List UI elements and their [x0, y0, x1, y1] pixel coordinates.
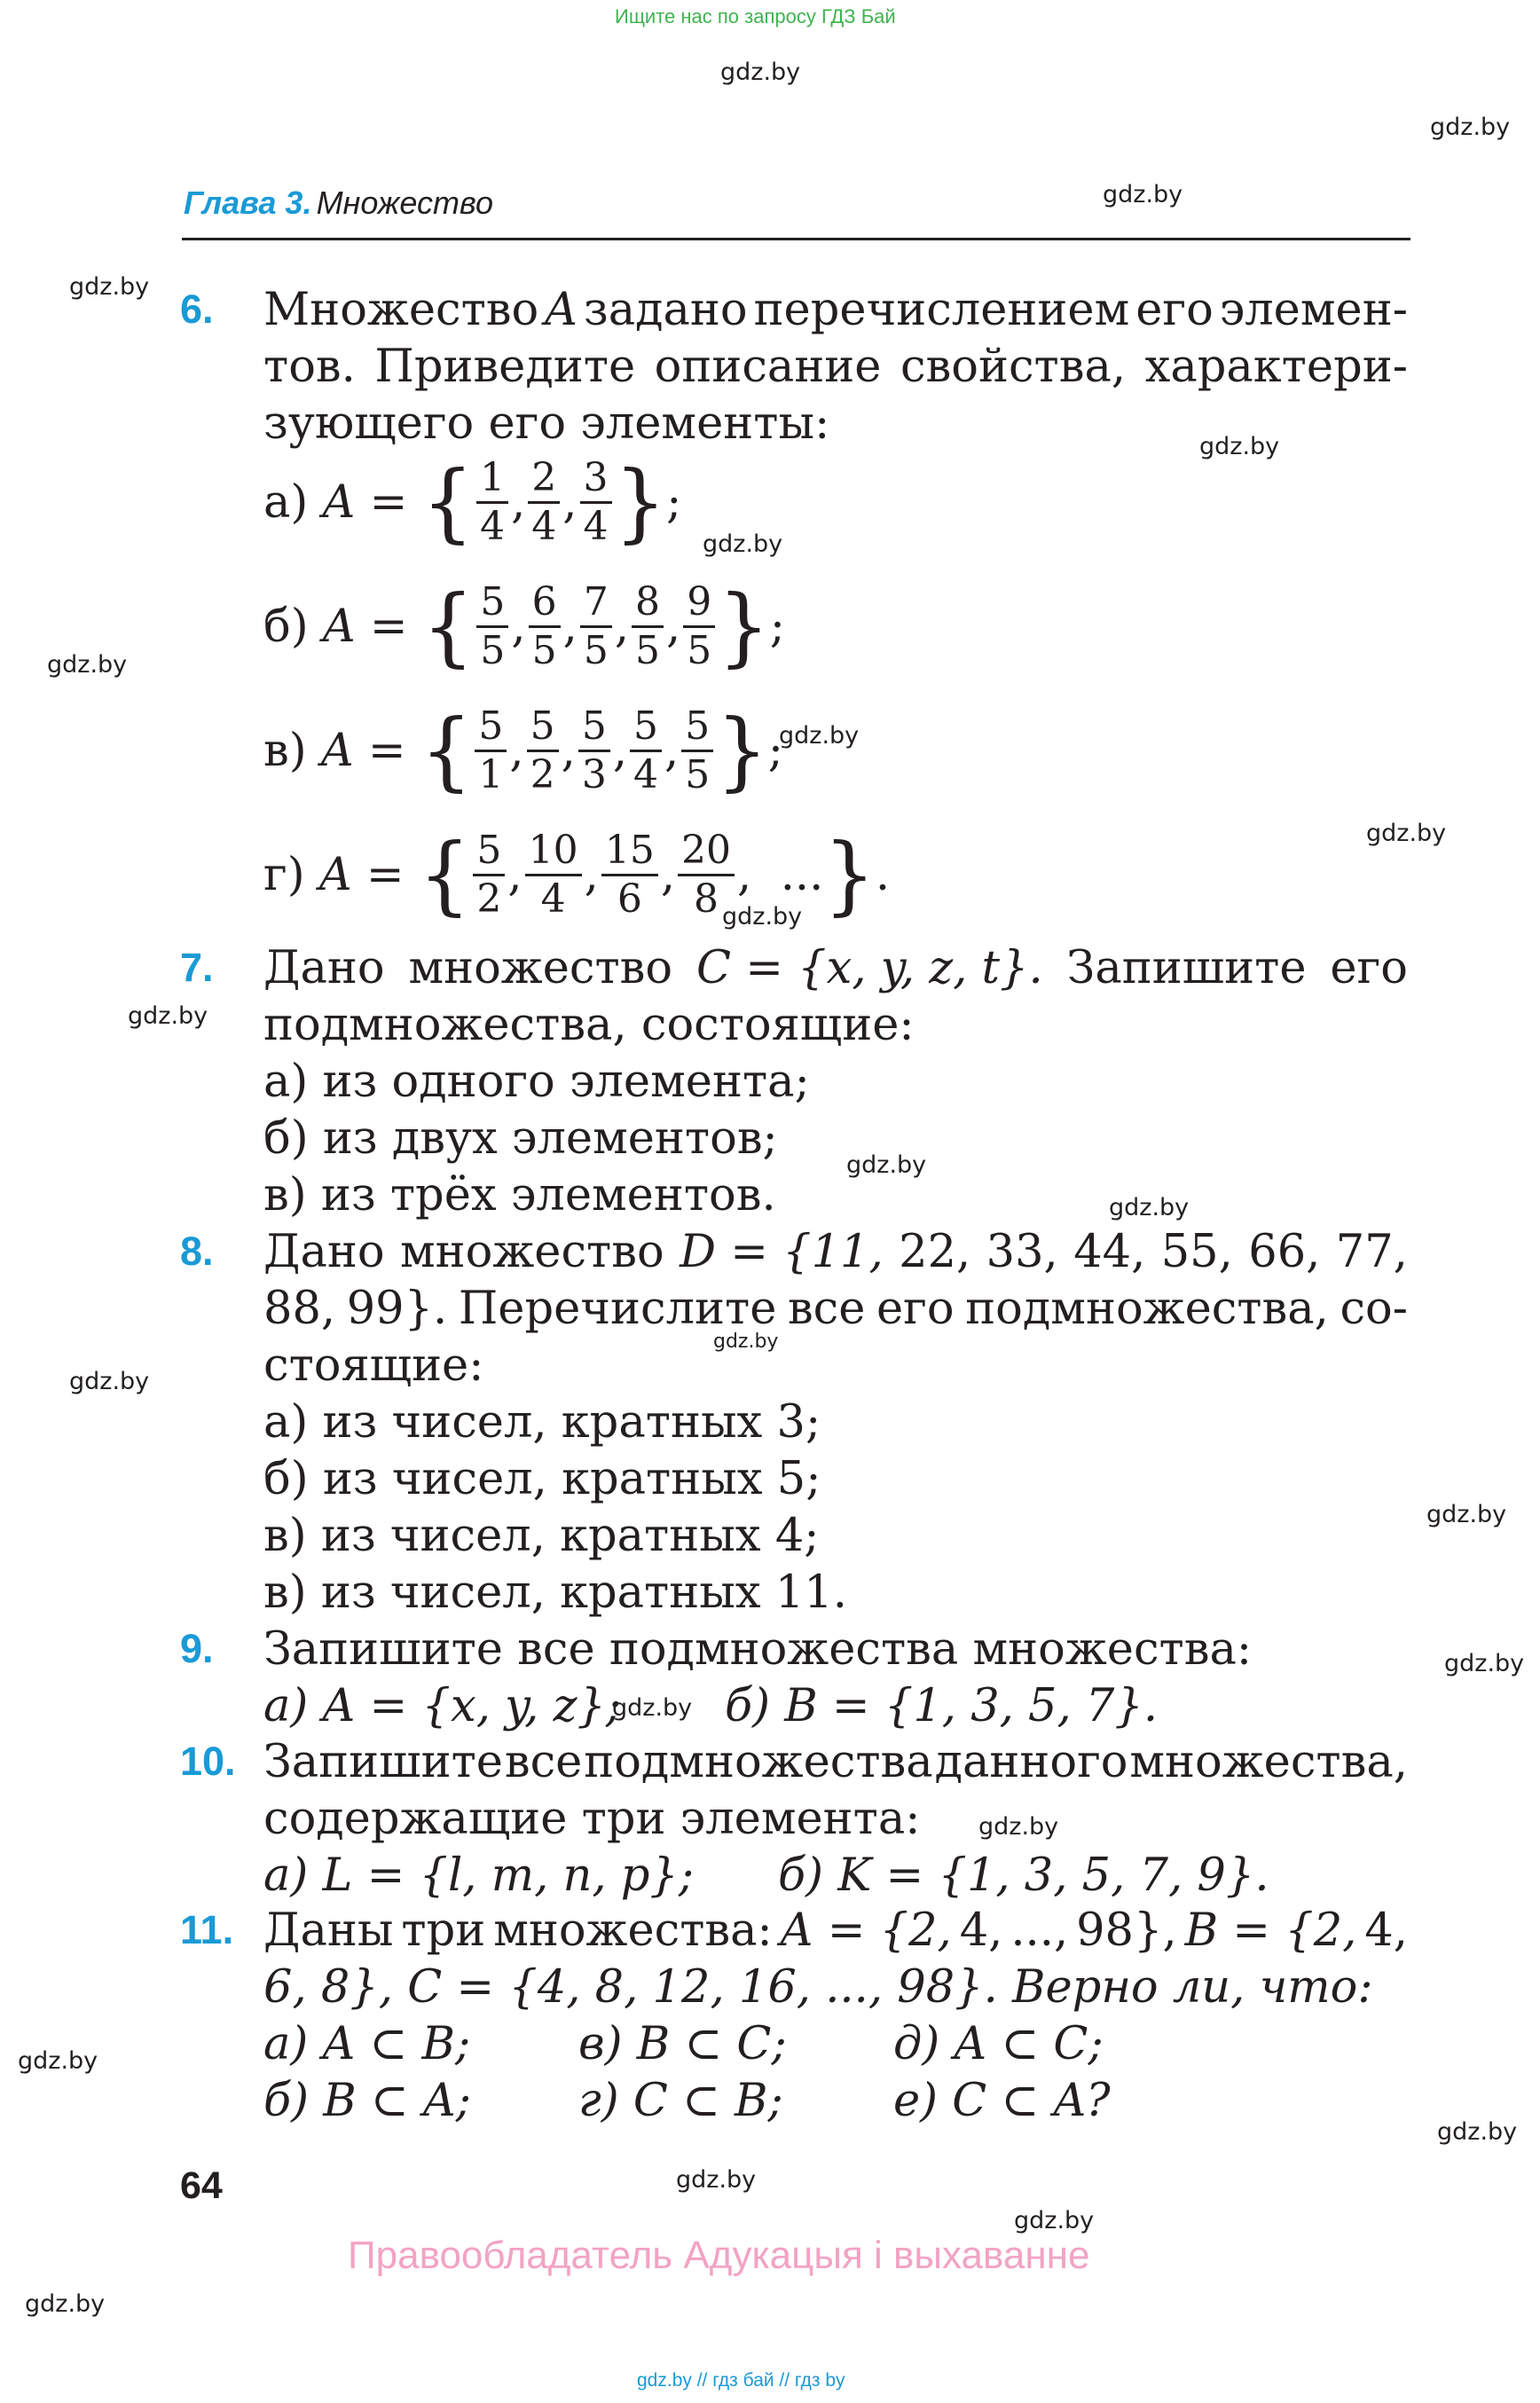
page-number: 64: [180, 2164, 223, 2207]
chapter-number: Глава 3.: [184, 185, 312, 221]
watermark: gdz.by: [722, 903, 803, 931]
text-line: а) L = {l, m, n, p}; б) K = {1, 3, 5, 7, 9}.: [263, 1849, 1269, 1902]
watermark: gdz.by: [1109, 1194, 1190, 1221]
watermark: gdz.by: [1199, 433, 1280, 460]
watermark: gdz.by: [720, 59, 801, 86]
fraction: $\frac{5}{5}$: [476, 581, 508, 673]
watermark: gdz.by: [1426, 1501, 1507, 1528]
fraction: $\frac{5}{4}$: [630, 705, 662, 797]
exercise-9-number: 9.: [180, 1626, 214, 1671]
text-line: Запишите все подмножества множества:: [263, 1623, 1253, 1676]
watermark: gdz.by: [47, 651, 128, 679]
text-line: в) из чисел, кратных 11.: [263, 1567, 847, 1619]
fraction: $\frac{20}{8}$: [678, 829, 735, 922]
text-line: б) из двух элементов;: [263, 1112, 778, 1165]
top-banner[interactable]: Ищите нас по запросу ГДЗ Бай: [615, 5, 896, 27]
text-line: Дано множество D = {11, 22, 33, 44, 55, 66, 77,: [263, 1226, 1408, 1278]
chapter-title: Множество: [316, 185, 493, 221]
exercise-8-text: [263, 1224, 1408, 1622]
exercise-7-number: 7.: [180, 945, 214, 990]
exercise-6-text: [263, 282, 1408, 452]
exercise-6a: а) A = { $\frac{1}{4}$ , $\frac{2}{4}$ , $\frac{3}{4}$ } ;: [263, 452, 682, 553]
fraction: $\frac{6}{5}$: [529, 581, 561, 673]
text-line: а) A = {x, y, z}; б) B = {1, 3, 5, 7}.: [263, 1680, 1159, 1732]
text-line: 88, 99}. Перечислите все его подмножества, со-: [263, 1283, 1408, 1335]
exercise-10-number: 10.: [180, 1739, 236, 1784]
fraction: $\frac{2}{4}$: [528, 457, 560, 549]
watermark: gdz.by: [978, 1813, 1059, 1841]
watermark: gdz.by: [1366, 820, 1447, 847]
watermark: gdz.by: [779, 722, 860, 750]
text-line: а) из чисел, кратных 3;: [263, 1396, 821, 1449]
text-line: стоящие:: [263, 1339, 484, 1392]
text-line: а) из одного элемента;: [263, 1056, 810, 1108]
watermark: gdz.by: [1444, 1650, 1525, 1677]
watermark: gdz.by: [1437, 2118, 1518, 2146]
fraction: $\frac{8}{5}$: [632, 581, 664, 673]
exercise-7-text: [263, 940, 1408, 1224]
text-line: подмножества, состоящие:: [263, 999, 915, 1051]
exercise-10-text: [263, 1734, 1408, 1904]
rights-holder: Правообладатель Адукацыя і выхаванне: [348, 2234, 1090, 2277]
exercise-6g: г) A = { $\frac{5}{2}$ , $\frac{10}{4}$ , $\frac{15}{6}$ , $\frac{20}{8}$ , ... } .: [263, 825, 891, 925]
watermark: gdz.by: [676, 2166, 757, 2194]
text-line: Даны три множества: A = {2, 4, ..., 98}, B = {2, 4,: [263, 1904, 1408, 1957]
watermark: gdz.by: [25, 2290, 106, 2318]
watermark: gdz.by: [846, 1151, 927, 1179]
watermark: gdz.by: [1103, 181, 1183, 208]
exercise-6b: б) A = { $\frac{5}{5}$ , $\frac{6}{5}$ , $\frac{7}{5}$ , $\frac{8}{5}$ , $\frac{9}{5}$ } ;: [263, 577, 785, 677]
footer-links[interactable]: gdz.by // гдз бай // гдз by: [637, 2370, 845, 2391]
fraction: $\frac{1}{4}$: [476, 457, 508, 549]
watermark: gdz.by: [713, 1331, 779, 1353]
fraction: $\frac{9}{5}$: [683, 581, 715, 673]
text-line: в) из трёх элементов.: [263, 1169, 776, 1221]
watermark: gdz.by: [1430, 114, 1511, 141]
exercise-11-text: [263, 1903, 1408, 2130]
chapter-header: [184, 185, 493, 222]
watermark: gdz.by: [128, 1002, 208, 1030]
text-line: Запишите все подмножества данного множества,: [263, 1736, 1408, 1788]
text-line: Множество A задано перечислением его элемен-: [263, 284, 1408, 336]
exercise-6v: в) A = { $\frac{5}{1}$ , $\frac{5}{2}$ , $\frac{5}{3}$ , $\frac{5}{4}$ , $\frac{5}{5}$ } ;: [263, 701, 783, 801]
watermark: gdz.by: [703, 530, 783, 558]
text-line: Дано множество C = {x, y, z, t}. Запишите его: [263, 942, 1408, 994]
fraction: $\frac{5}{3}$: [578, 705, 610, 797]
fraction: $\frac{5}{2}$: [527, 705, 559, 797]
header-rule: [182, 238, 1410, 240]
text-line: а) A ⊂ B; в) B ⊂ C; д) A ⊂ C;: [263, 2018, 1104, 2070]
text-line: б) B ⊂ A; г) C ⊂ B; е) C ⊂ A?: [263, 2075, 1111, 2127]
exercise-6-number: 6.: [180, 287, 214, 332]
fraction: $\frac{5}{5}$: [681, 705, 713, 797]
fraction: $\frac{10}{4}$: [525, 829, 582, 922]
exercise-9-text: [263, 1622, 1252, 1735]
watermark: gdz.by: [1014, 2207, 1095, 2234]
text-line: в) из чисел, кратных 4;: [263, 1510, 820, 1562]
watermark: gdz.by: [18, 2047, 98, 2075]
watermark: gdz.by: [612, 1694, 693, 1722]
fraction: $\frac{5}{2}$: [473, 829, 505, 922]
fraction: $\frac{5}{1}$: [475, 705, 507, 797]
text-line: тов. Приведите описание свойства, характери-: [263, 341, 1408, 393]
fraction: $\frac{7}{5}$: [580, 581, 612, 673]
fraction: $\frac{3}{4}$: [580, 457, 612, 549]
exercise-8-number: 8.: [180, 1229, 214, 1274]
text-line: содержащие три элемента:: [263, 1793, 921, 1845]
watermark: gdz.by: [69, 1368, 150, 1395]
fraction: $\frac{15}{6}$: [601, 829, 658, 922]
watermark: gdz.by: [69, 273, 150, 301]
exercise-11-number: 11.: [180, 1907, 234, 1952]
text-line: зующего его элементы:: [263, 397, 830, 450]
text-line: б) из чисел, кратных 5;: [263, 1453, 821, 1505]
text-line: 6, 8}, C = {4, 8, 12, 16, ..., 98}. Верно ли, что:: [263, 1961, 1373, 2014]
